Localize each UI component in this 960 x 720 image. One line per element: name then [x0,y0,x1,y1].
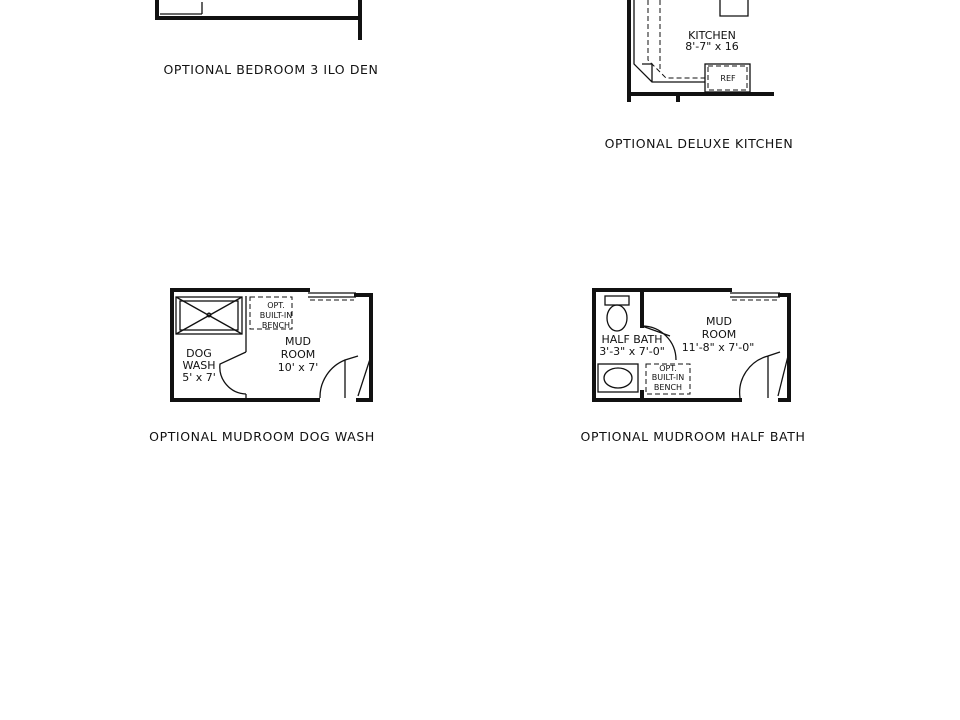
dog-wash-tub-diagonals [176,297,242,334]
bedroom-wall-outline [157,0,360,18]
caption-mudroom-half-bath: OPTIONAL MUDROOM HALF BATH [580,429,806,444]
caption-mudroom-dog-wash: OPTIONAL MUDROOM DOG WASH [149,429,375,444]
caption-bedroom-den: OPTIONAL BEDROOM 3 ILO DEN [163,62,379,77]
dog-wash-bench-label-3: BENCH [261,321,291,330]
dog-wash-dims: 5' x 7' [182,371,216,384]
sink-basin [604,368,632,388]
dog-wash-mudroom-name-2: ROOM [280,348,316,361]
dog-wash-door-swing [220,352,246,394]
half-bath-bench-label-1: OPT. [659,364,677,373]
mudroom-half-bath-plan [594,290,789,400]
dog-wash-mudroom-dims: 10' x 7' [277,361,319,374]
dog-wash-right-wall [356,295,371,400]
bedroom-den-plan [157,0,360,38]
half-bath-mudroom-dims: 11'-8" x 7'-0" [681,341,755,354]
refrigerator-label: REF [720,74,736,83]
half-bath-exterior-door [740,352,780,398]
half-bath-bench-label-2: BUILT-IN [651,373,685,382]
kitchen-island-fragment [720,0,748,16]
half-bath-dims: 3'-3" x 7'-0" [599,345,665,358]
dog-wash-bench-label-1: OPT. [267,301,285,310]
dog-wash-mudroom-name-1: MUD [284,335,312,348]
kitchen-name: KITCHEN [688,29,736,42]
toilet-bowl [607,305,627,331]
caption-deluxe-kitchen: OPTIONAL DELUXE KITCHEN [604,136,794,151]
dog-wash-window [308,293,356,297]
dog-wash-exterior-door [320,356,358,398]
bedroom-door-fragment [160,2,202,14]
half-bath-bench-label-3: BENCH [653,383,683,392]
half-bath-window [730,293,780,297]
kitchen-plan [629,0,772,100]
half-bath-name: HALF BATH [601,333,663,346]
dog-wash-name-2: WASH [182,359,216,372]
dog-wash-name-1: DOG [186,347,212,360]
dog-wash-bench-label-2: BUILT-IN [259,311,293,320]
half-bath-mudroom-name-1: MUD [705,315,733,328]
toilet-tank [605,296,629,305]
mudroom-dog-wash-plan [172,290,371,400]
kitchen-dims: 8'-7" x 16 [685,40,739,53]
half-bath-mudroom-name-2: ROOM [701,328,737,341]
